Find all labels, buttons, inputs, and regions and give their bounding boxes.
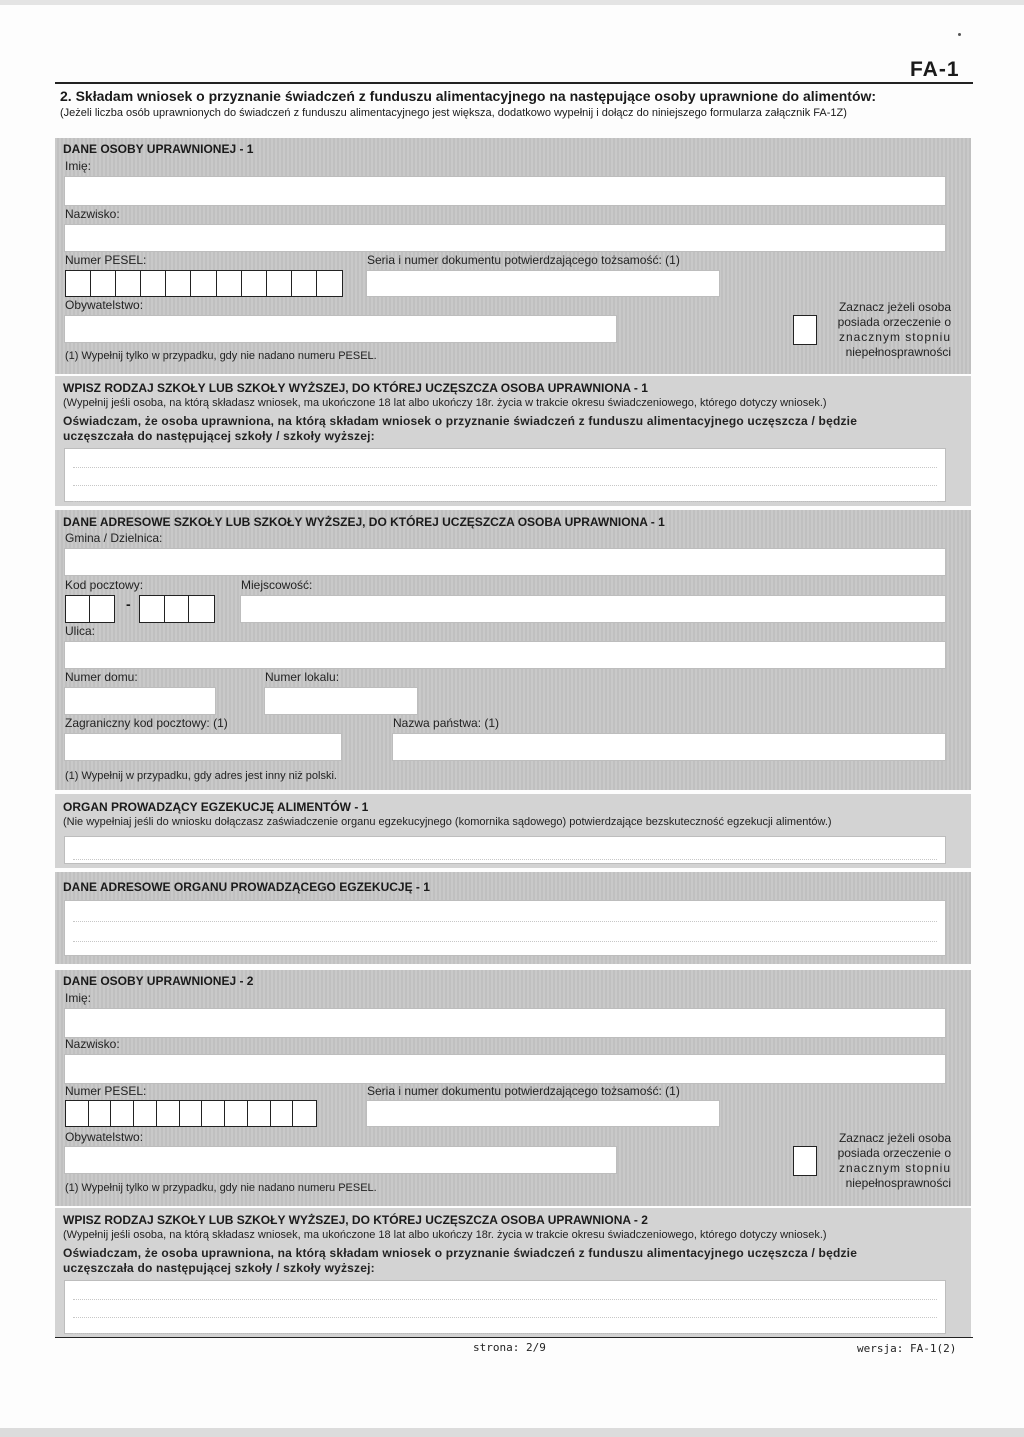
- school-2-section: [55, 1208, 971, 1338]
- apartment-number-label: Numer lokalu:: [265, 670, 340, 684]
- school-1-statement-line1: Oświadczam, że osoba uprawniona, na którą składam wniosek o przyznanie świadczeń z funduszu alimentacyjnego uczęszcza / będzie: [63, 414, 858, 428]
- school-1-address-section: [55, 510, 971, 790]
- postal-code-label: Kod pocztowy:: [65, 578, 144, 592]
- page-number: strona: 2/9: [473, 1341, 546, 1354]
- id-document-field[interactable]: [366, 270, 720, 297]
- street-field[interactable]: [64, 641, 946, 669]
- last-name-field[interactable]: [64, 224, 946, 252]
- postal-code-part1[interactable]: [65, 595, 115, 623]
- apartment-number-field[interactable]: [264, 687, 418, 715]
- school-1-address-header: DANE ADRESOWE SZKOŁY LUB SZKOŁY WYŻSZEJ, DO KTÓREJ UCZĘSZCZA OSOBA UPRAWNIONA - 1: [63, 515, 665, 529]
- first-name-label: Imię:: [65, 991, 92, 1005]
- citizenship-field[interactable]: [64, 1146, 617, 1174]
- school-1-field[interactable]: [64, 448, 946, 502]
- address-1-footnote: (1) Wypełnij w przypadku, gdy adres jest inny niż polski.: [65, 770, 337, 782]
- citizenship-label: Obywatelstwo:: [65, 1130, 144, 1144]
- street-label: Ulica:: [65, 624, 96, 638]
- school-1-section: [55, 376, 971, 506]
- foreign-postal-code-field[interactable]: [64, 733, 342, 761]
- enforcement-organ-1-address-field[interactable]: [64, 900, 946, 956]
- scan-edge-bottom: [0, 1428, 1024, 1437]
- top-rule: [55, 82, 973, 84]
- postal-code-dash: -: [126, 596, 131, 612]
- school-2-statement-line1: Oświadczam, że osoba uprawniona, na którą składam wniosek o przyznanie świadczeń z funduszu alimentacyjnego uczęszcza / będzie: [63, 1246, 858, 1260]
- id-document-field[interactable]: [366, 1100, 720, 1127]
- school-2-header: WPISZ RODZAJ SZKOŁY LUB SZKOŁY WYŻSZEJ, DO KTÓREJ UCZĘSZCZA OSOBA UPRAWNIONA - 2: [63, 1213, 648, 1227]
- school-2-statement-line2: uczęszczała do następującej szkoły / szkoły wyższej:: [63, 1261, 375, 1275]
- first-name-label: Imię:: [65, 159, 92, 173]
- city-field[interactable]: [240, 595, 946, 623]
- person-1-section: [55, 138, 971, 374]
- pesel-input[interactable]: [65, 1100, 317, 1127]
- scan-speck: [958, 33, 961, 36]
- section-note: (Jeżeli liczba osób uprawnionych do świadczeń z funduszu alimentacyjnego jest większa, dodatkowo wypełnij i dołącz do niniejszego formularza załącznik FA-1Z): [60, 107, 847, 119]
- school-1-statement-line2: uczęszczała do następującej szkoły / szkoły wyższej:: [63, 429, 375, 443]
- commune-field[interactable]: [64, 548, 946, 576]
- pesel-input[interactable]: [65, 270, 343, 297]
- city-label: Miejscowość:: [241, 578, 313, 592]
- id-document-label: Seria i numer dokumentu potwierdzającego tożsamość: (1): [367, 1084, 680, 1098]
- citizenship-field[interactable]: [64, 315, 617, 343]
- country-field[interactable]: [392, 733, 946, 761]
- house-number-label: Numer domu:: [65, 670, 138, 684]
- person-2-section: [55, 970, 971, 1206]
- school-1-note: (Wypełnij jeśli osoba, na którą składasz wniosek, ma ukończone 18 lat albo ukończy 18r. życia w trakcie okresu świadczeniowego, którego dotyczy wniosek.): [63, 397, 827, 409]
- enforcement-organ-1-note: (Nie wypełniaj jeśli do wniosku dołączasz zaświadczenie organu egzekucyjnego (komornika sądowego) potwierdzające bezskuteczność egzekucji alimentów.): [63, 816, 832, 828]
- section-title: 2. Składam wniosek o przyznanie świadczeń z funduszu alimentacyjnego na następujące osoby uprawnione do alimentów:: [60, 88, 877, 104]
- person-2-header: DANE OSOBY UPRAWNIONEJ - 2: [63, 974, 254, 988]
- citizenship-label: Obywatelstwo:: [65, 298, 144, 312]
- enforcement-organ-1-address-header: DANE ADRESOWE ORGANU PROWADZĄCEGO EGZEKUCJĘ - 1: [63, 880, 430, 894]
- pesel-label: Numer PESEL:: [65, 253, 147, 267]
- enforcement-organ-1-header: ORGAN PROWADZĄCY EGZEKUCJĘ ALIMENTÓW - 1: [63, 800, 369, 814]
- form-version: wersja: FA-1(2): [857, 1342, 957, 1355]
- person-2-footnote: (1) Wypełnij tylko w przypadku, gdy nie nadano numeru PESEL.: [65, 1182, 377, 1194]
- first-name-field[interactable]: [64, 176, 946, 206]
- id-document-label: Seria i numer dokumentu potwierdzającego tożsamość: (1): [367, 253, 680, 267]
- school-2-field[interactable]: [64, 1280, 946, 1334]
- disability-label: Zaznacz jeżeli osoba posiada orzeczenie o znacznym stopniu niepełnosprawności: [837, 300, 951, 359]
- enforcement-organ-1-address-section: [55, 872, 971, 964]
- school-1-header: WPISZ RODZAJ SZKOŁY LUB SZKOŁY WYŻSZEJ, DO KTÓREJ UCZĘSZCZA OSOBA UPRAWNIONA - 1: [63, 381, 648, 395]
- disability-label: Zaznacz jeżeli osoba posiada orzeczenie o znacznym stopniu niepełnosprawności: [837, 1131, 951, 1190]
- last-name-field[interactable]: [64, 1054, 946, 1084]
- country-label: Nazwa państwa: (1): [393, 716, 500, 730]
- foreign-postal-code-label: Zagraniczny kod pocztowy: (1): [65, 716, 228, 730]
- enforcement-organ-1-field[interactable]: [64, 836, 946, 864]
- school-2-note: (Wypełnij jeśli osoba, na którą składasz wniosek, ma ukończone 18 lat albo ukończy 18r. życia w trakcie okresu świadczeniowego, którego dotyczy wniosek.): [63, 1229, 827, 1241]
- scan-edge-top: [0, 0, 1024, 5]
- person-1-header: DANE OSOBY UPRAWNIONEJ - 1: [63, 142, 254, 156]
- first-name-field[interactable]: [64, 1008, 946, 1038]
- postal-code-part2[interactable]: [139, 595, 215, 623]
- form-code: FA-1: [910, 58, 960, 81]
- person-1-footnote: (1) Wypełnij tylko w przypadku, gdy nie nadano numeru PESEL.: [65, 350, 377, 362]
- house-number-field[interactable]: [64, 687, 216, 715]
- last-name-label: Nazwisko:: [65, 207, 120, 221]
- pesel-label: Numer PESEL:: [65, 1084, 147, 1098]
- last-name-label: Nazwisko:: [65, 1037, 120, 1051]
- bottom-rule: [55, 1337, 973, 1338]
- enforcement-organ-1-section: [55, 794, 971, 868]
- commune-label: Gmina / Dzielnica:: [65, 531, 163, 545]
